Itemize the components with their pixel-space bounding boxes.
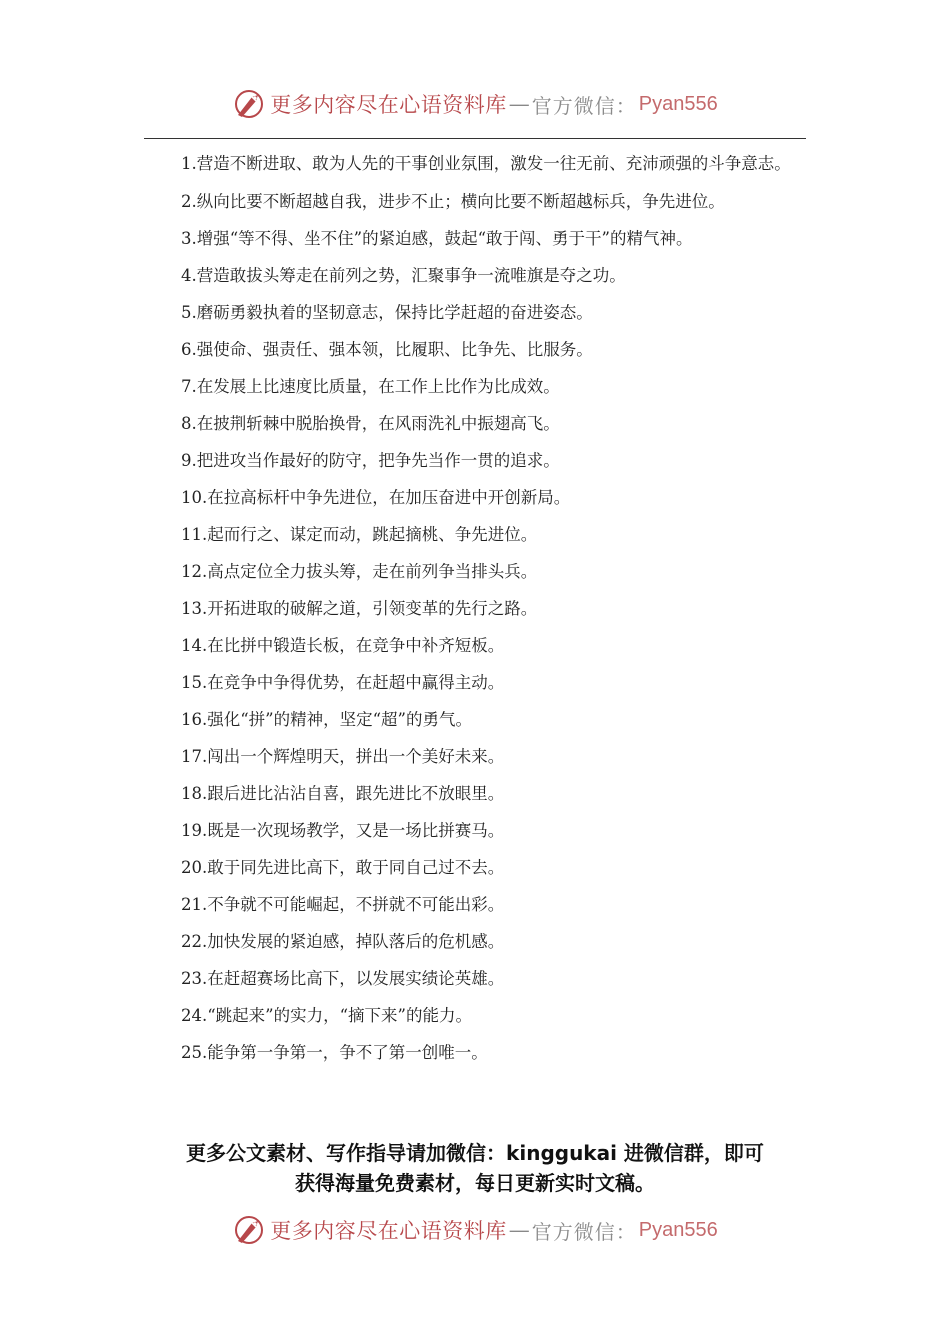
banner-brand: 更多内容尽在心语资料库 bbox=[270, 1219, 507, 1243]
list-item: 5.磨砺勇毅执着的坚韧意志，保持比学赶超的奋进姿态。 bbox=[181, 303, 593, 322]
banner-brand: 更多内容尽在心语资料库 bbox=[270, 93, 507, 117]
list-item: 4.营造敢拔头筹走在前列之势，汇聚事争一流唯旗是夺之功。 bbox=[181, 266, 626, 285]
list-item: 6.强使命、强责任、强本领，比履职、比争先、比服务。 bbox=[181, 340, 593, 359]
list-item: 16.强化“拼”的精神，坚定“超”的勇气。 bbox=[181, 710, 472, 729]
list-item: 22.加快发展的紧迫感，掉队落后的危机感。 bbox=[181, 932, 505, 951]
list-item: 23.在赶超赛场比高下，以发展实绩论英雄。 bbox=[181, 969, 505, 988]
list-item: 11.起而行之、谋定而动，跳起摘桃、争先进位。 bbox=[181, 525, 538, 544]
list-item: 21.不争就不可能崛起，不拼就不可能出彩。 bbox=[181, 895, 505, 914]
banner-wechat-id: Pyan556 bbox=[638, 92, 718, 115]
list-item: 19.既是一次现场教学，又是一场比拼赛马。 bbox=[181, 821, 505, 840]
list-item: 15.在竞争中争得优势，在赶超中赢得主动。 bbox=[181, 673, 505, 692]
banner-wechat-id: Pyan556 bbox=[638, 1218, 718, 1241]
promo-line-1: 更多公文素材、写作指导请加微信：kinggukai 进微信群，即可 bbox=[186, 1141, 764, 1165]
list-item: 25.能争第一争第一，争不了第一创唯一。 bbox=[181, 1043, 488, 1062]
list-item: 8.在披荆斩棘中脱胎换骨，在风雨洗礼中振翅高飞。 bbox=[181, 414, 560, 433]
header-rule bbox=[144, 138, 806, 139]
list-item: 7.在发展上比速度比质量，在工作上比作为比成效。 bbox=[181, 377, 560, 396]
list-item: 17.闯出一个辉煌明天，拼出一个美好未来。 bbox=[181, 747, 505, 766]
list-item: 13.开拓进取的破解之道，引领变革的先行之路。 bbox=[181, 599, 538, 618]
promo-text bbox=[100, 1138, 850, 1198]
banner-wechat-label: 官方微信： bbox=[531, 93, 637, 118]
slogan-list bbox=[144, 152, 806, 1078]
pen-nib-logo-icon bbox=[232, 87, 266, 121]
list-item: 3.增强“等不得、坐不住”的紧迫感，鼓起“敢于闯、勇于干”的精气神。 bbox=[181, 229, 693, 248]
pen-nib-logo-icon bbox=[232, 1213, 266, 1247]
banner-dash: — bbox=[508, 92, 530, 116]
banner-wechat-label: 官方微信： bbox=[531, 1219, 637, 1244]
list-item: 18.跟后进比沾沾自喜，跟先进比不放眼里。 bbox=[181, 784, 505, 803]
list-item: 9.把进攻当作最好的防守，把争先当作一贯的追求。 bbox=[181, 451, 560, 470]
list-item: 12.高点定位全力拔头筹，走在前列争当排头兵。 bbox=[181, 562, 538, 581]
list-item: 14.在比拼中锻造长板，在竞争中补齐短板。 bbox=[181, 636, 505, 655]
header-banner bbox=[0, 82, 950, 126]
list-item: 1.营造不断进取、敢为人先的干事创业氛围，激发一往无前、充沛顽强的斗争意志。 bbox=[181, 154, 791, 173]
list-item: 20.敢于同先进比高下，敢于同自己过不去。 bbox=[181, 858, 505, 877]
list-item: 24.“跳起来”的实力，“摘下来”的能力。 bbox=[181, 1006, 472, 1025]
list-item: 10.在拉高标杆中争先进位，在加压奋进中开创新局。 bbox=[181, 488, 571, 507]
footer-banner bbox=[0, 1208, 950, 1252]
banner-dash: — bbox=[508, 1218, 530, 1242]
promo-line-2: 获得海量免费素材，每日更新实时文稿。 bbox=[295, 1171, 655, 1195]
list-item: 2.纵向比要不断超越自我，进步不止；横向比要不断超越标兵，争先进位。 bbox=[181, 192, 725, 211]
